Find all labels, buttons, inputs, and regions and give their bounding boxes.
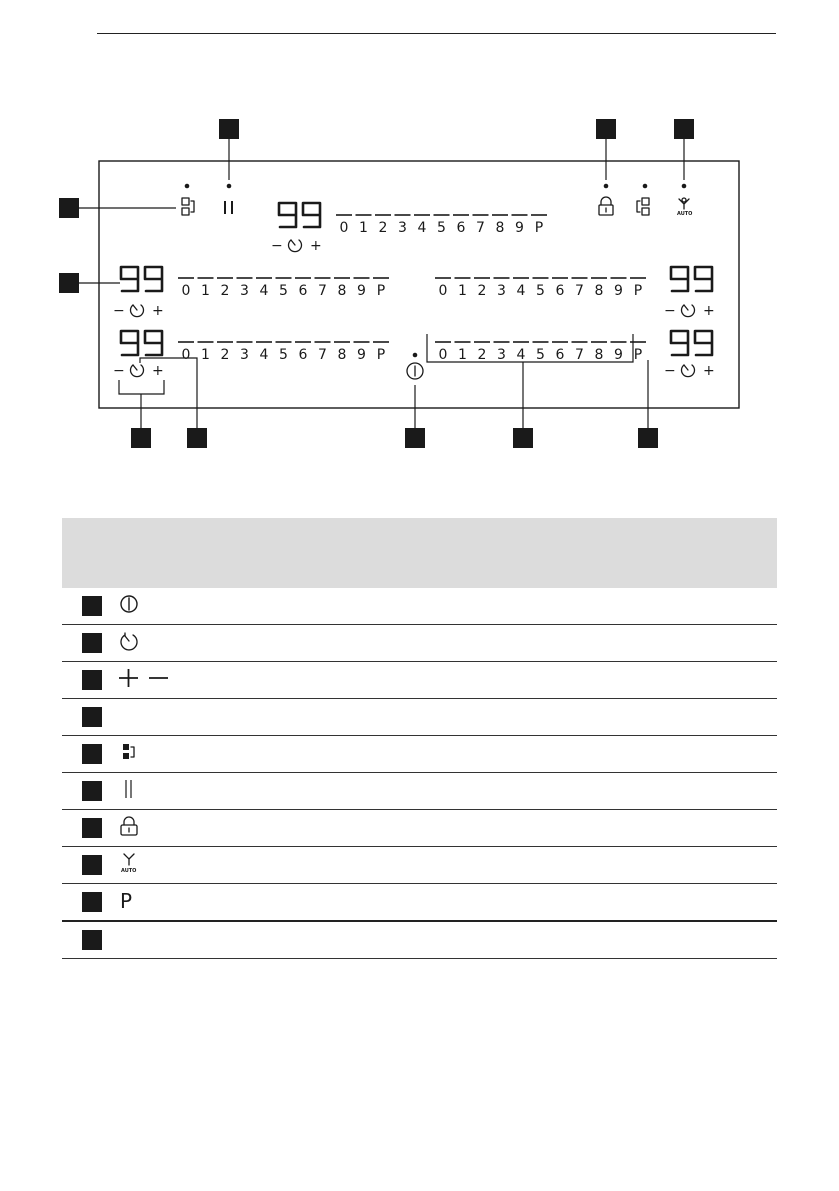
minus-button[interactable]: − — [113, 363, 125, 379]
scale-label[interactable]: 6 — [555, 347, 565, 363]
scale-label[interactable]: 9 — [357, 347, 366, 363]
plus-button[interactable]: + — [703, 303, 715, 319]
bridge-icon[interactable] — [182, 198, 194, 215]
legend-row — [62, 736, 777, 773]
scale-label[interactable]: 7 — [318, 347, 327, 363]
scale-label[interactable]: 8 — [594, 347, 604, 363]
pause-icon[interactable] — [224, 201, 233, 214]
scale-label[interactable]: 3 — [240, 283, 249, 299]
hob2hood-auto-icon[interactable] — [677, 198, 692, 217]
scale-label[interactable]: 4 — [417, 220, 427, 236]
legend-row — [62, 699, 777, 736]
power-scale-left-upper[interactable] — [178, 278, 389, 299]
scale-label[interactable]: 9 — [357, 283, 366, 299]
legend-row — [62, 625, 777, 662]
scale-label[interactable]: 1 — [359, 220, 368, 236]
scale-label[interactable]: 8 — [594, 283, 604, 299]
indicator-dots — [185, 184, 687, 358]
callout-square — [82, 670, 102, 690]
callout-square — [82, 781, 102, 801]
scale-label[interactable]: 3 — [398, 220, 407, 236]
timer-icon[interactable] — [131, 305, 144, 317]
scale-label[interactable]: 5 — [279, 283, 288, 299]
power-scale-right-lower[interactable] — [435, 342, 646, 363]
callout-square — [82, 744, 102, 764]
minus-button[interactable]: − — [664, 363, 676, 379]
scale-label[interactable]: 3 — [497, 347, 506, 363]
scale-label[interactable]: 1 — [458, 347, 467, 363]
scale-label[interactable]: 4 — [516, 283, 526, 299]
scale-label[interactable]: 1 — [201, 283, 210, 299]
callout-square-timer — [131, 428, 151, 448]
callout-square-scale — [513, 428, 533, 448]
scale-label[interactable]: 5 — [536, 347, 545, 363]
timer-controls-left-lower[interactable] — [113, 363, 164, 379]
lock-icon[interactable] — [599, 197, 613, 215]
timer-controls-left-upper[interactable] — [113, 303, 164, 319]
scale-label[interactable]: 0 — [339, 220, 349, 236]
bridge-icon-right[interactable] — [637, 198, 649, 215]
pause-icon — [116, 776, 146, 802]
callout-square — [82, 633, 102, 653]
scale-label[interactable]: P — [376, 283, 386, 299]
timer-icon[interactable] — [682, 305, 695, 317]
scale-label[interactable]: 7 — [575, 347, 584, 363]
svg-text:P: P — [120, 889, 133, 913]
scale-label[interactable]: 2 — [378, 220, 388, 236]
svg-text:AUTO: AUTO — [121, 868, 137, 874]
scale-label[interactable]: 3 — [240, 347, 249, 363]
scale-label[interactable]: 9 — [515, 220, 524, 236]
power-icon — [116, 591, 146, 617]
plus-button[interactable]: + — [152, 303, 164, 319]
svg-text:AUTO: AUTO — [677, 211, 693, 217]
legend-row — [62, 773, 777, 810]
timer-display-right-lower — [671, 331, 712, 355]
scale-label[interactable]: P — [534, 220, 544, 236]
scale-label[interactable]: P — [633, 283, 643, 299]
scale-label[interactable]: P — [376, 347, 386, 363]
scale-label[interactable]: 2 — [477, 283, 487, 299]
legend-row — [62, 921, 777, 959]
timer-icon[interactable] — [131, 365, 144, 377]
scale-label[interactable]: 7 — [318, 283, 327, 299]
scale-label[interactable]: 2 — [220, 283, 230, 299]
callout-square-timer-indicator — [187, 428, 207, 448]
scale-label[interactable]: 6 — [456, 220, 466, 236]
scale-label[interactable]: 2 — [477, 347, 487, 363]
scale-label[interactable]: 7 — [476, 220, 485, 236]
legend-row — [62, 662, 777, 699]
plus-button[interactable]: + — [310, 238, 322, 254]
lock-icon — [116, 813, 146, 839]
callout-square — [82, 818, 102, 838]
scale-label[interactable]: 0 — [181, 347, 191, 363]
callout-square-auto — [674, 119, 694, 139]
hob2hood-auto-icon — [116, 850, 146, 876]
timer-icon[interactable] — [288, 240, 301, 252]
timer-icon — [116, 628, 146, 654]
legend-table — [62, 518, 777, 959]
legend-row — [62, 884, 777, 922]
scale-label[interactable]: 8 — [495, 220, 505, 236]
scale-label[interactable]: 5 — [536, 283, 545, 299]
callout-square-power — [405, 428, 425, 448]
callout-square — [82, 930, 102, 950]
scale-label[interactable]: 6 — [298, 283, 308, 299]
legend-row — [62, 847, 777, 884]
scale-label[interactable]: 5 — [279, 347, 288, 363]
minus-button[interactable]: − — [271, 238, 283, 254]
timer-icon[interactable] — [682, 365, 695, 377]
legend-header — [62, 518, 777, 588]
timer-controls-right-upper[interactable] — [664, 303, 715, 319]
callout-square — [82, 596, 102, 616]
callout-square — [82, 855, 102, 875]
power-scale-top[interactable] — [336, 215, 547, 236]
scale-label[interactable]: 0 — [181, 283, 191, 299]
scale-label[interactable]: 4 — [516, 347, 526, 363]
minus-button[interactable]: − — [113, 303, 125, 319]
scale-label[interactable]: 6 — [298, 347, 308, 363]
callout-square — [82, 892, 102, 912]
plus-button[interactable]: + — [703, 363, 715, 379]
legend-row — [62, 588, 777, 625]
callout-square-pause — [219, 119, 239, 139]
scale-label[interactable]: 2 — [220, 347, 230, 363]
plus-button[interactable]: + — [152, 363, 164, 379]
callout-square — [82, 707, 102, 727]
callout-square-boost — [638, 428, 658, 448]
power-boost-icon — [116, 887, 146, 913]
plus-minus-icons — [116, 665, 176, 691]
power-icon[interactable] — [407, 363, 423, 379]
scale-label[interactable]: 0 — [438, 283, 448, 299]
callout-square-lock — [596, 119, 616, 139]
legend-row — [62, 810, 777, 847]
scale-label[interactable]: 1 — [458, 283, 467, 299]
power-scale-left-lower[interactable] — [178, 342, 389, 363]
scale-label[interactable]: 9 — [614, 347, 623, 363]
scale-label[interactable]: 0 — [438, 347, 448, 363]
callout-square-display — [59, 273, 79, 293]
scale-label[interactable]: 8 — [337, 347, 347, 363]
scale-label[interactable]: 1 — [201, 347, 210, 363]
scale-label[interactable]: P — [633, 347, 643, 363]
scale-label[interactable]: 7 — [575, 283, 584, 299]
scale-label[interactable]: 4 — [259, 283, 269, 299]
callout-square-bridge — [59, 198, 79, 218]
scale-label[interactable]: 4 — [259, 347, 269, 363]
scale-label[interactable]: 8 — [337, 283, 347, 299]
timer-display-top — [279, 203, 320, 227]
control-panel-diagram — [0, 0, 839, 520]
timer-controls-top[interactable] — [271, 238, 322, 254]
bridge-icon — [116, 739, 146, 765]
scale-label[interactable]: 3 — [497, 283, 506, 299]
power-scale-right-upper[interactable] — [435, 278, 646, 299]
timer-display-left-upper — [121, 267, 162, 291]
timer-controls-right-lower[interactable] — [664, 363, 715, 379]
scale-label[interactable]: 5 — [437, 220, 446, 236]
scale-label[interactable]: 6 — [555, 283, 565, 299]
timer-display-right-upper — [671, 267, 712, 291]
timer-display-left-lower — [121, 331, 162, 355]
minus-button[interactable]: − — [664, 303, 676, 319]
scale-label[interactable]: 9 — [614, 283, 623, 299]
